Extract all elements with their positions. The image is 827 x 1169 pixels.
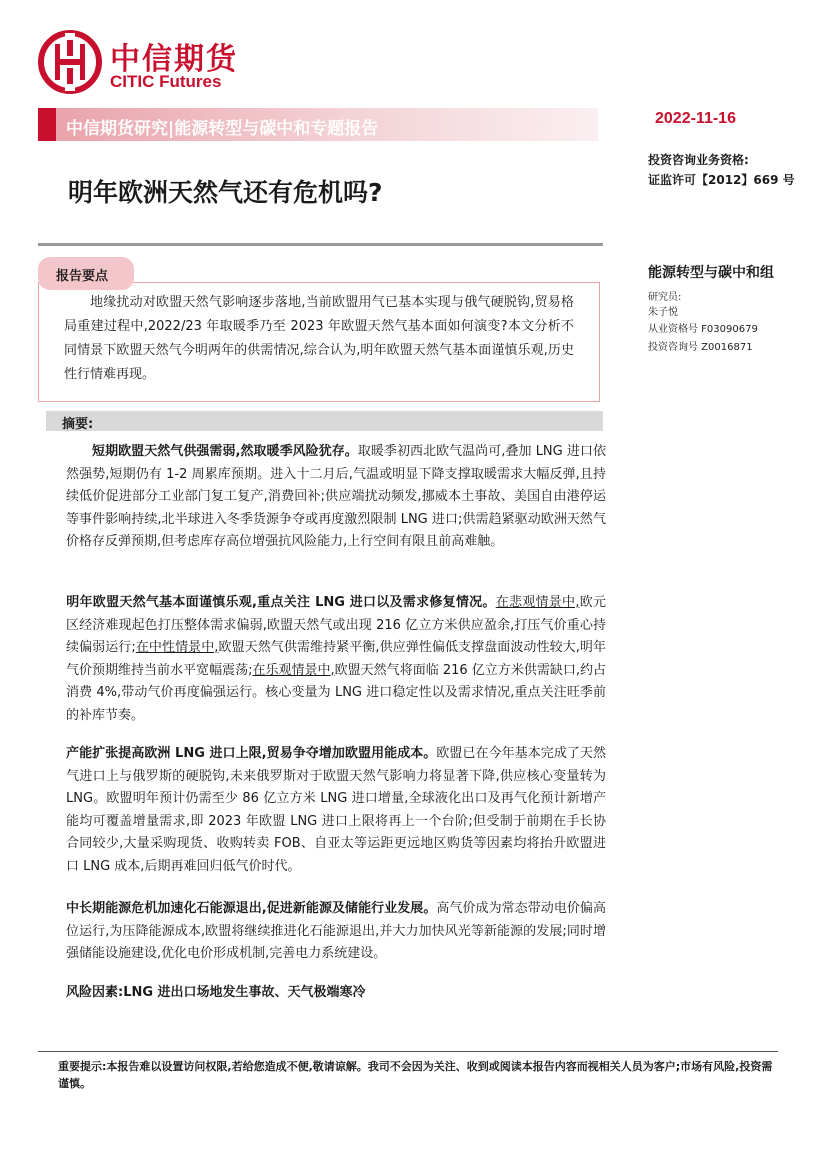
pessimistic-scenario-text: 欧元区经济难现起色打压整体需求偏弱,欧盟天然气或出现 216 亿立方米供应盈余,打压气价重心持续偏弱运行; bbox=[66, 595, 606, 655]
license-number: 证监许可【2012】669 号 bbox=[648, 173, 795, 187]
optimistic-scenario-text: 欧盟天然气将面临 216 亿立方米供需缺口,约占消费 4%,带动气价再度偏强运行。核心变量为 LNG 进口稳定性以及需求情况,重点关注旺季前的补库节奏。 bbox=[66, 662, 606, 723]
abstract-paragraph-4 bbox=[66, 898, 606, 966]
paragraph-4-body: 高气价成为常态带动电价偏高位运行,为压降能源成本,欧盟将继续推进化石能源退出,并大力加快风光等新能源的发展;同时增强储能设施建设,优化电价形成机制,完善电力系统建设。 bbox=[66, 901, 606, 961]
optimistic-scenario-label: 在乐观情景中, bbox=[252, 662, 335, 678]
paragraph-3-lead: 产能扩张提高欧洲 LNG 进口上限,贸易争夺增加欧盟用能成本。 bbox=[66, 746, 437, 761]
paragraph-3-body: 欧盟已在今年基本完成了天然气进口上与俄罗斯的硬脱钩,未来俄罗斯对于欧盟天然气影响力将显著下降,供应核心变量转为 LNG。欧盟明年预计仍需至少 86 亿立方米 LNG 进口增量,全球液化出口及再气化预计新增产能均可覆盖增量需求,即 2023 年欧盟 LNG 进口上限将再上一个台阶;但受制于前期在手长协合同较少,大量采购现货、收购转卖 FOB、自亚太等运距更远地区购货等因素均将抬升欧盟进口 LNG 成本,后期再难回归低气价时代。 bbox=[66, 746, 606, 874]
abstract-paragraph-3 bbox=[66, 743, 606, 878]
report-series-title: 中信期货研究|能源转型与碳中和专题报告 bbox=[66, 119, 379, 139]
footer-divider bbox=[38, 1051, 778, 1052]
title-divider bbox=[38, 243, 603, 246]
paragraph-1-body: 取暖季初西北欧气温尚可,叠加 LNG 进口依然强势,短期仍有 1-2 周累库预期。进入十二月后,气温或明显下降支撑取暖需求大幅反弹,且持续低价促进部分工业部门复工复产,消费回补;供应端扰动频发,挪威本土事故、美国自由港停运等事件影响持续,北半球进入冬季货源争夺或再度激烈限制 LNG 进口;供需趋紧驱动欧洲天然气价格存反弹预期,但考虑库存高位增强抗风险能力,上行空间有限且前高难触。 bbox=[66, 444, 606, 549]
summary-tab-label: 报告要点 bbox=[56, 269, 109, 284]
neutral-scenario-label: 在中性情景中, bbox=[135, 640, 219, 655]
citic-emblem-icon bbox=[38, 30, 102, 94]
paragraph-4-lead: 中长期能源危机加速化石能源退出,促进新能源及储能行业发展。 bbox=[66, 901, 437, 916]
analyst-role: 研究员: bbox=[648, 292, 682, 303]
abstract-header bbox=[46, 411, 603, 431]
summary-tab bbox=[38, 257, 134, 290]
report-date: 2022-11-16 bbox=[655, 110, 736, 127]
risk-factors-text: 风险因素:LNG 进出口场地发生事故、天气极端寒冷 bbox=[66, 985, 366, 1000]
paragraph-2-lead: 明年欧盟天然气基本面谨慎乐观,重点关注 LNG 进口以及需求修复情况。 bbox=[66, 595, 496, 610]
report-series-banner bbox=[38, 108, 598, 141]
brand-name-cn: 中信期货 bbox=[110, 42, 238, 77]
abstract-paragraph-2 bbox=[66, 592, 606, 727]
analyst-advisory-number: 投资咨询号 Z0016871 bbox=[648, 342, 753, 353]
summary-text: 地缘扰动对欧盟天然气影响逐步落地,当前欧盟用气已基本实现与俄气硬脱钩,贸易格局重建过程中,2022/23 年取暖季乃至 2023 年欧盟天然气基本面如何演变?本文分析不同情景下欧盟天然气今明两年的供需情况,综合认为,明年欧盟天然气基本面谨慎乐观,历史性行情难再现。 bbox=[64, 295, 574, 382]
analyst-name: 朱子悦 bbox=[648, 307, 678, 318]
team-name: 能源转型与碳中和组 bbox=[648, 265, 774, 281]
brand-name-en: CITIC Futures bbox=[110, 72, 222, 91]
report-title: 明年欧洲天然气还有危机吗? bbox=[68, 178, 383, 207]
neutral-scenario-text: 欧盟天然气供需维持紧平衡,供应弹性偏低支撑盘面波动性较大,明年气价预期维持当前水平宽幅震荡; bbox=[66, 640, 606, 678]
analyst-license: 从业资格号 F03090679 bbox=[648, 324, 758, 335]
footer-disclaimer: 重要提示:本报告难以设置访问权限,若给您造成不便,敬请谅解。我司不会因为关注、收到或阅读本报告内容而视相关人员为客户;市场有风险,投资需谨慎。 bbox=[58, 1060, 773, 1090]
abstract-label: 摘要: bbox=[62, 417, 94, 432]
banner-accent bbox=[38, 108, 56, 141]
risk-factors bbox=[66, 982, 606, 1005]
citic-logo bbox=[38, 30, 263, 94]
abstract-paragraph-1 bbox=[66, 441, 606, 554]
qualification-label: 投资咨询业务资格: bbox=[648, 153, 749, 167]
pessimistic-scenario-label: 在悲观情景中, bbox=[495, 595, 580, 610]
paragraph-1-lead: 短期欧盟天然气供强需弱,然取暖季风险犹存。 bbox=[92, 444, 358, 459]
